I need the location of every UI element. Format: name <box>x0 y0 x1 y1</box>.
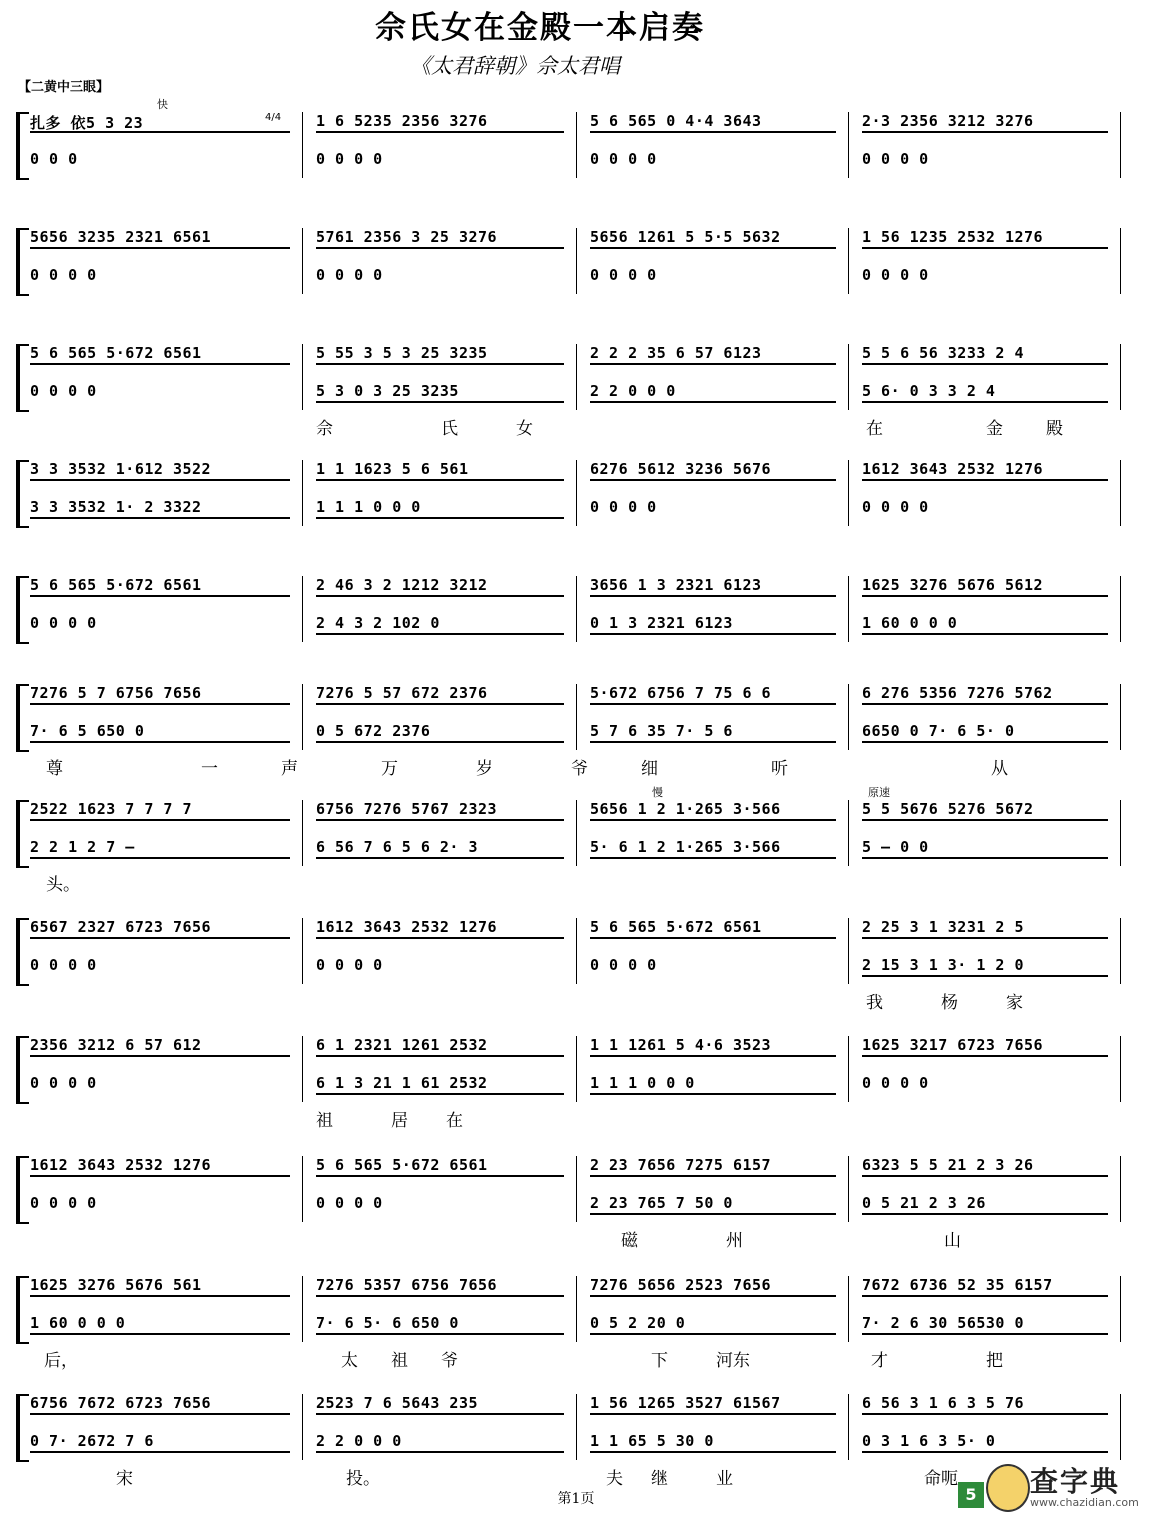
lyric-syllable: 岁 <box>476 759 493 779</box>
measure <box>30 1036 294 1102</box>
vocal-line: 0 3 1 6 3 5· 0 <box>862 1432 1112 1450</box>
instrument-line: 7672 6736 52 35 6157 <box>862 1276 1112 1294</box>
measure <box>590 112 840 178</box>
lyric-syllable: 磁 <box>621 1231 638 1251</box>
barline <box>848 112 849 178</box>
barline <box>576 1394 577 1460</box>
lyric-syllable: 听 <box>771 759 788 779</box>
barline <box>302 344 303 410</box>
barline <box>576 344 577 410</box>
vocal-line: 0 0 0 0 <box>862 1074 929 1092</box>
barline <box>302 1156 303 1222</box>
measure <box>30 918 294 984</box>
time-signature: 4/4 <box>265 112 282 123</box>
vocal-line: 2 15 3 1 3· 1 2 0 <box>862 956 1112 974</box>
lyric-syllable: 居 <box>391 1111 408 1131</box>
instrument-line: 6756 7276 5767 2323 <box>316 800 568 818</box>
score-system <box>16 228 1126 298</box>
vocal-line: 0 0 0 0 <box>590 956 657 974</box>
measure <box>862 1036 1112 1102</box>
measure <box>590 1036 840 1102</box>
lyric-syllable: 金 <box>986 419 1003 439</box>
measure <box>316 112 568 178</box>
vocal-line: 0 0 0 0 <box>30 266 97 284</box>
barline <box>1120 918 1121 984</box>
barline <box>576 112 577 178</box>
barline <box>848 1036 849 1102</box>
lyric-syllable: 杨 <box>941 993 958 1013</box>
vocal-line: 6650 0 7· 6 5· 0 <box>862 722 1112 740</box>
instrument-line: 5 6 565 5·672 6561 <box>30 576 294 594</box>
vocal-line: 0 0 0 0 <box>590 150 657 168</box>
system-bracket <box>16 684 29 752</box>
lyric-syllable: 把 <box>986 1351 1003 1371</box>
barline <box>576 1276 577 1342</box>
vocal-line: 1 60 0 0 0 <box>30 1314 294 1332</box>
system-bracket <box>16 918 29 986</box>
measure <box>30 1156 294 1222</box>
instrument-line: 1612 3643 2532 1276 <box>30 1156 294 1174</box>
vocal-line: 5 — 0 0 <box>862 838 1112 856</box>
measure <box>316 344 568 410</box>
lyric-syllable: 下 <box>651 1351 668 1371</box>
instrument-line: 2 2 2 35 6 57 6123 <box>590 344 840 362</box>
vocal-line: 0 0 0 0 <box>862 266 929 284</box>
lyric-syllable: 爷 <box>571 759 588 779</box>
system-bracket <box>16 1276 29 1344</box>
lyric-syllable: 祖 <box>316 1111 333 1131</box>
vocal-line: 0 7· 2672 7 6 <box>30 1432 294 1450</box>
measure <box>30 1394 294 1460</box>
instrument-line: 5 6 565 5·672 6561 <box>590 918 840 936</box>
measure <box>30 1276 294 1342</box>
barline <box>848 684 849 750</box>
system-bracket <box>16 800 29 868</box>
vocal-line: 5· 6 1 2 1·265 3·566 <box>590 838 840 856</box>
measure <box>316 228 568 294</box>
instrument-line: 6323 5 5 21 2 3 26 <box>862 1156 1112 1174</box>
instrument-line: 1 56 1265 3527 61567 <box>590 1394 840 1412</box>
instrument-line: 7276 5 7 6756 7656 <box>30 684 294 702</box>
system-bracket <box>16 576 29 644</box>
measure <box>30 460 294 526</box>
instrument-line: 7276 5656 2523 7656 <box>590 1276 840 1294</box>
measure <box>30 344 294 410</box>
lyric-syllable: 宋 <box>116 1469 133 1489</box>
barline <box>848 228 849 294</box>
barline <box>1120 1394 1121 1460</box>
measure <box>590 576 840 642</box>
instrument-line: 5 5 6 56 3233 2 4 <box>862 344 1112 362</box>
score-system <box>16 460 1126 530</box>
measure <box>590 1276 840 1342</box>
barline <box>848 344 849 410</box>
instrument-line: 1 1 1623 5 6 561 <box>316 460 568 478</box>
vocal-line: 5 7 6 35 7· 5 6 <box>590 722 840 740</box>
instrument-line: 5761 2356 3 25 3276 <box>316 228 568 246</box>
barline <box>848 1394 849 1460</box>
measure <box>316 576 568 642</box>
vocal-line: 0 0 0 0 <box>590 498 657 516</box>
barline <box>302 1036 303 1102</box>
barline <box>576 684 577 750</box>
barline <box>848 1156 849 1222</box>
measure <box>30 684 294 750</box>
measure <box>862 1394 1112 1460</box>
instrument-line: 1625 3217 6723 7656 <box>862 1036 1112 1054</box>
measure <box>590 228 840 294</box>
vocal-line: 0 0 0 0 <box>590 266 657 284</box>
system-bracket <box>16 460 29 528</box>
barline <box>302 1276 303 1342</box>
lyric-syllable: 河东 <box>716 1351 750 1371</box>
score-system <box>16 1276 1126 1371</box>
vocal-line: 2 4 3 2 102 0 <box>316 614 568 632</box>
instrument-line: 1 6 5235 2356 3276 <box>316 112 568 130</box>
vocal-line: 3 3 3532 1· 2 3322 <box>30 498 294 516</box>
instrument-line: 2356 3212 6 57 612 <box>30 1036 294 1054</box>
vocal-line: 0 0 0 0 <box>30 614 97 632</box>
instrument-line: 2523 7 6 5643 235 <box>316 1394 568 1412</box>
instrument-line: 7276 5357 6756 7656 <box>316 1276 568 1294</box>
measure <box>862 918 1112 984</box>
instrument-line: 6 276 5356 7276 5762 <box>862 684 1112 702</box>
watermark-url: www.chazidian.com <box>1030 1496 1139 1509</box>
instrument-line: 2·3 2356 3212 3276 <box>862 112 1112 130</box>
instrument-line: 1 56 1235 2532 1276 <box>862 228 1112 246</box>
lyric-syllable: 一 <box>201 759 218 779</box>
instrument-line: 1 1 1261 5 4·6 3523 <box>590 1036 840 1054</box>
instrument-line: 5 6 565 5·672 6561 <box>316 1156 568 1174</box>
barline <box>848 460 849 526</box>
barline <box>1120 1276 1121 1342</box>
vocal-line: 1 1 1 0 0 0 <box>590 1074 840 1092</box>
barline <box>1120 228 1121 294</box>
measure <box>862 1156 1112 1222</box>
lyric-syllable: 氏 <box>441 419 458 439</box>
lyric-syllable: 佘 <box>316 419 333 439</box>
barline <box>1120 684 1121 750</box>
lyric-syllable: 太 <box>341 1351 358 1371</box>
barline <box>1120 1036 1121 1102</box>
vocal-line: 1 60 0 0 0 <box>862 614 1112 632</box>
instrument-line: 5656 3235 2321 6561 <box>30 228 294 246</box>
measure <box>316 918 568 984</box>
measure <box>862 800 1112 866</box>
barline <box>1120 460 1121 526</box>
measure <box>590 344 840 410</box>
watermark-logo <box>958 1460 1138 1516</box>
system-bracket <box>16 1394 29 1462</box>
measure <box>30 228 294 294</box>
page-number: 第1页 <box>557 1491 595 1507</box>
instrument-line: 1625 3276 5676 5612 <box>862 576 1112 594</box>
instrument-line: 7276 5 57 672 2376 <box>316 684 568 702</box>
lyric-syllable: 业 <box>716 1469 733 1489</box>
measure <box>590 1156 840 1222</box>
vocal-line: 2 2 0 0 0 <box>316 1432 568 1450</box>
lyric-syllable: 投。 <box>346 1469 380 1489</box>
system-bracket <box>16 1036 29 1104</box>
score-system <box>16 1156 1126 1251</box>
lyric-syllable: 在 <box>866 419 883 439</box>
logo-badge-icon: 5 <box>958 1482 984 1508</box>
barline <box>1120 344 1121 410</box>
instrument-line: 6276 5612 3236 5676 <box>590 460 840 478</box>
score-system <box>16 918 1126 1013</box>
vocal-line: 5 3 0 3 25 3235 <box>316 382 568 400</box>
lyric-syllable: 万 <box>381 759 398 779</box>
vocal-line: 0 0 0 0 <box>30 382 97 400</box>
vocal-line: 0 5 672 2376 <box>316 722 568 740</box>
score-system <box>16 684 1126 779</box>
barline <box>302 918 303 984</box>
instrument-line: 2 25 3 1 3231 2 5 <box>862 918 1112 936</box>
vocal-line: 0 0 0 0 <box>316 956 383 974</box>
lyric-syllable: 尊 <box>46 759 63 779</box>
barline <box>576 228 577 294</box>
system-bracket <box>16 1156 29 1224</box>
barline <box>576 918 577 984</box>
measure <box>316 460 568 526</box>
measure <box>590 684 840 750</box>
instrument-line: 5 6 565 0 4·4 3643 <box>590 112 840 130</box>
instrument-line: 1612 3643 2532 1276 <box>862 460 1112 478</box>
barline <box>302 576 303 642</box>
instrument-line: 6 56 3 1 6 3 5 76 <box>862 1394 1112 1412</box>
measure <box>30 112 294 178</box>
vocal-line: 6 56 7 6 5 6 2· 3 <box>316 838 568 856</box>
barline <box>1120 112 1121 178</box>
vocal-line: 0 0 0 0 <box>316 1194 383 1212</box>
lyric-syllable: 州 <box>726 1231 743 1251</box>
barline <box>576 1156 577 1222</box>
vocal-line: 0 0 0 <box>30 150 78 168</box>
barline <box>576 1036 577 1102</box>
instrument-line: 1625 3276 5676 561 <box>30 1276 294 1294</box>
measure <box>590 918 840 984</box>
vocal-line: 0 0 0 0 <box>862 498 929 516</box>
instrument-line: 扎多 依5 3 23 <box>30 112 294 133</box>
vocal-line: 0 5 2 20 0 <box>590 1314 840 1332</box>
measure <box>862 460 1112 526</box>
measure <box>30 800 294 866</box>
barline <box>576 800 577 866</box>
measure <box>590 460 840 526</box>
measure <box>862 576 1112 642</box>
barline <box>848 800 849 866</box>
vocal-line: 6 1 3 21 1 61 2532 <box>316 1074 568 1092</box>
measure <box>316 800 568 866</box>
vocal-line: 0 5 21 2 3 26 <box>862 1194 1112 1212</box>
score-system <box>16 800 1126 895</box>
page-subtitle: 《太君辞朝》佘太君唱 <box>410 54 620 78</box>
tempo-mark-original: 原速 <box>868 786 890 799</box>
page-title: 佘氏女在金殿一本启奏 <box>375 10 705 46</box>
mascot-icon <box>986 1464 1030 1512</box>
barline <box>848 1276 849 1342</box>
measure <box>316 1036 568 1102</box>
vocal-line: 0 0 0 0 <box>316 150 383 168</box>
lyric-syllable: 继 <box>651 1469 668 1489</box>
instrument-line: 1612 3643 2532 1276 <box>316 918 568 936</box>
vocal-line: 0 0 0 0 <box>316 266 383 284</box>
barline <box>848 576 849 642</box>
lyric-syllable: 声 <box>281 759 298 779</box>
vocal-line: 7· 6 5· 6 650 0 <box>316 1314 568 1332</box>
vocal-line: 1 1 65 5 30 0 <box>590 1432 840 1450</box>
vocal-line: 7· 2 6 30 56530 0 <box>862 1314 1112 1332</box>
instrument-line: 2 46 3 2 1212 3212 <box>316 576 568 594</box>
score-system <box>16 344 1126 439</box>
measure <box>316 1156 568 1222</box>
lyric-syllable: 头。 <box>46 875 80 895</box>
vocal-line: 0 1 3 2321 6123 <box>590 614 840 632</box>
barline <box>576 576 577 642</box>
barline <box>302 1394 303 1460</box>
system-bracket <box>16 344 29 412</box>
vocal-line: 0 0 0 0 <box>30 956 97 974</box>
mode-label: 【二黄中三眼】 <box>18 80 110 95</box>
measure <box>862 228 1112 294</box>
measure <box>862 1276 1112 1342</box>
instrument-line: 2522 1623 7 7 7 7 <box>30 800 294 818</box>
measure <box>862 344 1112 410</box>
measure <box>862 684 1112 750</box>
instrument-line: 5656 1261 5 5·5 5632 <box>590 228 840 246</box>
barline <box>302 460 303 526</box>
score-system <box>16 1036 1126 1131</box>
instrument-line: 6756 7672 6723 7656 <box>30 1394 294 1412</box>
vocal-line: 0 0 0 0 <box>30 1194 97 1212</box>
vocal-line: 5 6· 0 3 3 2 4 <box>862 382 1112 400</box>
instrument-line: 5656 1 2 1·265 3·566 <box>590 800 840 818</box>
instrument-line: 5 6 565 5·672 6561 <box>30 344 294 362</box>
lyric-syllable: 才 <box>871 1351 888 1371</box>
barline <box>302 112 303 178</box>
vocal-line: 2 2 1 2 7 — <box>30 838 294 856</box>
measure <box>316 684 568 750</box>
system-bracket <box>16 112 29 180</box>
vocal-line: 2 2 0 0 0 <box>590 382 840 400</box>
barline <box>848 918 849 984</box>
watermark-text: 查字典 <box>1030 1465 1121 1498</box>
measure <box>862 112 1112 178</box>
measure <box>30 576 294 642</box>
vocal-line: 0 0 0 0 <box>30 1074 97 1092</box>
instrument-line: 5·672 6756 7 75 6 6 <box>590 684 840 702</box>
measure <box>316 1276 568 1342</box>
instrument-line: 6567 2327 6723 7656 <box>30 918 294 936</box>
lyric-syllable: 从 <box>991 759 1008 779</box>
barline <box>302 228 303 294</box>
score-system <box>16 112 1126 182</box>
score-system <box>16 576 1126 646</box>
barline <box>302 800 303 866</box>
instrument-line: 6 1 2321 1261 2532 <box>316 1036 568 1054</box>
measure <box>590 1394 840 1460</box>
vocal-line: 0 0 0 0 <box>862 150 929 168</box>
instrument-line: 5 55 3 5 3 25 3235 <box>316 344 568 362</box>
lyric-syllable: 命呃 <box>924 1469 958 1489</box>
barline <box>1120 800 1121 866</box>
vocal-line: 7· 6 5 650 0 <box>30 722 294 740</box>
lyric-syllable: 我 <box>866 993 883 1013</box>
lyric-syllable: 夫 <box>606 1469 623 1489</box>
lyric-syllable: 细 <box>641 759 658 779</box>
instrument-line: 3656 1 3 2321 6123 <box>590 576 840 594</box>
lyric-syllable: 女 <box>516 419 533 439</box>
lyric-syllable: 山 <box>944 1231 961 1251</box>
tempo-mark-slow: 慢 <box>652 786 663 799</box>
lyric-syllable: 祖 <box>391 1351 408 1371</box>
lyric-syllable: 在 <box>446 1111 463 1131</box>
instrument-line: 3 3 3532 1·612 3522 <box>30 460 294 478</box>
tempo-mark-fast: 快 <box>157 98 168 111</box>
barline <box>1120 1156 1121 1222</box>
system-bracket <box>16 228 29 296</box>
instrument-line: 5 5 5676 5276 5672 <box>862 800 1112 818</box>
barline <box>302 684 303 750</box>
lyric-syllable: 后， <box>44 1351 78 1371</box>
measure <box>590 800 840 866</box>
instrument-line: 2 23 7656 7275 6157 <box>590 1156 840 1174</box>
measure <box>316 1394 568 1460</box>
lyric-syllable: 爷 <box>441 1351 458 1371</box>
lyric-syllable: 家 <box>1006 993 1023 1013</box>
barline <box>1120 576 1121 642</box>
lyric-syllable: 殿 <box>1046 419 1063 439</box>
vocal-line: 1 1 1 0 0 0 <box>316 498 568 516</box>
vocal-line: 2 23 765 7 50 0 <box>590 1194 840 1212</box>
barline <box>576 460 577 526</box>
